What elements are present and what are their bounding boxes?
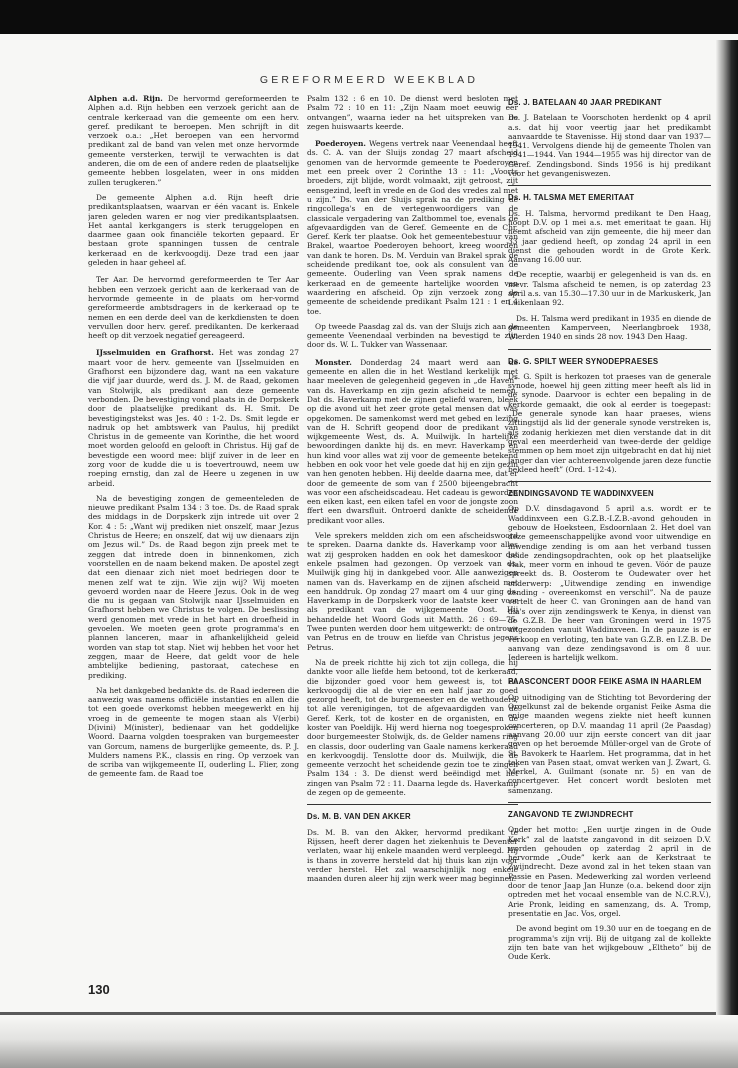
scan-bottom-edge: [0, 1012, 716, 1015]
scan-bottom-shadow: [0, 1016, 738, 1068]
paragraph: De receptie, waarbij er gelegenheid is van ds. en mevr. Talsma afscheid te nemen, is op zaterdag 23 april a.s. van 15.30—17.30 uur in de Markuskerk, Jan Luikenlaan 92.: [508, 270, 711, 308]
paragraph: Psalm 132 : 6 en 10. De dienst werd besloten met Psalm 72 : 10 en 11: „Zijn Naam moet eeuwig eer ontvangen”, waarna ieder na het uitspreken van de zegen huiswaarts keerde.: [307, 94, 518, 131]
paragraph: Na het dankgebed bedankte ds. de Raad iedereen die aanwezig was namens officiële instanties en allen die tot een goede overkomst hebben meegewerkt en hij vroeg in de gemeente te mogen staan als V(erbi) D(ivini) M(inister), bedienaar van het goddelijke Woord. Daarna volgden toespraken van burgemeester van Gorcum, namens de burgerlijke gemeente, ds. P. J. Mulders namens P.K., classis en ring. Op verzoek van de scriba van wijkgemeente II, ouderling L. Flier, zong de gemeente fam. de Raad toe: [88, 685, 299, 779]
section-heading: Ds. M. B. VAN DEN AKKER: [307, 812, 411, 822]
column-3: [508, 94, 711, 964]
section-heading: Ds. H. TALSMA MET EMERITAAT: [508, 193, 635, 203]
paragraph: Op uitnodiging van de Stichting tot Bevordering der Orgelkunst zal de bekende organist Feike Asma die enige maanden wegens ziekte niet heeft kunnen concerteren, op D.V. maandag 11 april (2e Paasdag) aanvang 20.00 uur zijn eerste concert van dit jaar geven op het beroemde Müller-orgel van de Grote of St. Bavokerk te Haarlem. Het programma, dat in het teken van Pasen staat, omvat werken van J. Zwart, G. Merkel, A. Guilmant (sonate nr. 5) en van de concertgever. Het concert wordt besloten met samenzang.: [508, 692, 711, 795]
article-alphen: Alphen a.d. Rijn. De hervormd gereformeerden te Alphen a.d. Rijn hebben een verzoek gericht aan de centrale kerkeraad van die gemeente om een herv. geref. predikant te beroepen. Men schrijft in dit verzoek o.a.: „Het beroepen van een hervormd predikant zal de band van velen met onze hervormde gemeente versterken, terwijl te verwachten is dat anderen, die om de een of andere reden de plaatselijke gemeente hebben losgelaten, weer in ons midden zullen terugkeren.”: [88, 94, 299, 187]
paragraph: Op tweede Paasdag zal ds. van der Sluijs zich aan de gemeente Veenendaal verbinden na bevestigd te zijn door ds. W. L. Tukker van Wassenaar.: [307, 321, 518, 350]
place-heading: Poederoyen.: [315, 139, 366, 149]
divider: [508, 802, 711, 803]
paragraph: Ds. J. Batelaan te Voorschoten herdenkt op 4 april a.s. dat hij voor veertig jaar het predikambt aanvaardde te Stavenisse. Hij stond daar van 1937—1941. Vervolgens diende hij de gemeente Tholen van 1941—1944. Van 1944—1955 was hij director van de Geref. Zendingsbond. Sinds 1956 is hij predikant voor het gevangeniswezen.: [508, 113, 711, 179]
section-heading: Ds. G. SPILT WEER SYNODEPRAESES: [508, 356, 659, 366]
page-binding-shadow: [716, 40, 738, 1015]
paragraph: De gemeente Alphen a.d. Rijn heeft drie predikantsplaatsen, waarvan er één vacant is. Enkele jaren geleden waren er nog vier predikantsplaatsen. Het aantal kerkgangers is sterk teruggelopen en daarmee gaan ook financiële tekorten gepaard. Er bestaan grote spanningen tussen de centrale kerkeraad en de kerkvoogdij. Deze trad een jaar geleden in haar geheel af.: [88, 192, 299, 268]
paragraph: Ds. H. Talsma werd predikant in 1935 en diende de gemeenten Kamperveen, Neerlangbroek 1938, Wierden 1940 en sinds 28 nov. 1943 Den Haag.: [508, 313, 711, 342]
divider: [508, 669, 711, 670]
paragraph: De avond begint om 19.30 uur en de toegang en de programma's zijn vrij. Bij de uitgang zal de kollekte zijn ten bate van het wijkgebouw „Eltheto” bij de Oude Kerk.: [508, 924, 711, 962]
column-2: [307, 94, 518, 964]
section-heading: ZANGAVOND TE ZWIJNDRECHT: [508, 810, 634, 819]
paragraph: Ds. G. Spilt is herkozen tot praeses van de generale synode, hoewel hij geen zitting meer heeft als lid in de synode. Daarvoor is echter een bepaling in de kerkorde gemaakt, die ook al eerder is toegepast: „De generale synode kan haar praeses, wiens zittingstijd als lid der generale synode verstreken is, als zodanig herkiezen met dien verstande dat in dit geval een meerderheid van twee-derde der geldige stemmen op hem moet zijn uitgebracht en dat hij niet langer dan vier achtereenvolgende jaren deze functie bekleed heeft” (Ord. 1-12-4).: [508, 371, 711, 474]
place-heading: Ter Aar.: [96, 275, 129, 285]
paragraph: Ds. M. B. van den Akker, hervormd predikant te Rijssen, heeft derer dagen het ziekenhuis te Deventer verlaten, waar hij enkele maanden werd verpleegd. Hij is thans in zoverre hersteld dat hij thuis kan zijn voor verder herstel. Het zal waarschijnlijk nog enkele maanden duren aleer hij zijn werk weer mag beginnen.: [307, 827, 518, 884]
article-poederoyen: Poederoyen. Wegens vertrek naar Veenendaal heeft ds. C. A. van der Sluijs zondag 27 maart afscheid genomen van de hervormde gemeente te Poederoyen met een preek over 2 Corinthe 13 : 11: „Voorts broeders, zijt blijde, wordt volmaakt, zijt getroost, zijt eensgezind, leeft in vrede en de God des vredes zal met u zijn.” Ds. van der Sluijs sprak na de prediking de ringcollega's en de vertegenwoordigers van de classicale vergadering van Zaltbommel toe, evenals de afgevaardigden van de Geref. Gemeente en de Chr. Geref. Kerk ter plaatse. Ook het gemeentebestuur van Brakel, waartoe Poederoyen behoort, kreeg woorden van dank te horen. Ds. M. Verduin van Brakel sprak de scheidende predikant toe, ook als consulent van de gemeente. Ouderling van Veen sprak namens de kerkeraad en de gemeente hartelijke woorden van waardering en afscheid. Op zijn verzoek zong de gemeente de scheidende predikant Psalm 121 : 1 en 4 toe.: [307, 139, 518, 316]
place-heading: IJsselmuiden en Grafhorst.: [96, 348, 214, 358]
article-monster: Monster. Donderdag 24 maart werd aan de gemeente en allen die in het Westland kerkelijk met haar meeleven de gelegenheid gegeven in „de Haven” van ds. Haverkamp en zijn gezin afscheid te nemen. Dat ds. Haverkamp met de zijnen geliefd waren, bleek op die avond uit het zeer grote getal mensen dat was opgekomen. De samenkomst werd met gebed en lezing van de H. Schrift geopend door de predikant van wijkgemeente West, ds. A. Muilwijk. In hartelijke bewoordingen dankte hij ds. en mevr. Haverkamp en hun kind voor alles wat zij voor de gemeente betekend hebben en ook voor het vele goede dat hij en zijn gezin van hen genoten hebben. Hij deelde daarna mee, dat er door de gemeente de som van f 2500 bijeengebracht was voor een afscheidscadeau. Het cadeau is geworden een eiken kast, een eiken tafel en voor de jongste zoon ffert een dwarsfluit. Ontroerd dankte de scheidende predikant voor alles.: [307, 357, 518, 525]
paragraph: Ds. H. Talsma, hervormd predikant te Den Haag, hoopt D.V. op 1 mei a.s. met emeritaat te gaan. Hij neemt afscheid van zijn gemeente, die hij meer dan 33 jaar gediend heeft, op zondag 24 april in een dienst die gehouden wordt in de Grote Kerk. Aanvang 16.00 uur.: [508, 208, 711, 265]
section-heading: Ds. J. BATELAAN 40 JAAR PREDIKANT: [508, 98, 662, 107]
divider: [307, 804, 518, 805]
place-heading: Alphen a.d. Rijn.: [88, 94, 163, 103]
paragraph: Vele sprekers meldden zich om een afscheidswoord te spreken. Daarna dankte ds. Haverkamp voor alles wat zij gesproken hadden en ook het dameskoor dat enkele psalmen had gezongen. Op verzoek van ds. Muilwijk ging hij in dankgebed voor. Alle aanwezigen namen van ds. Haverkamp en de zijnen afscheid met een handdruk. Op zondag 27 maart om 4 uur ging ds. Haverkamp in de Dorpskerk voor de laatste keer voor als predikant van de wijkgemeente Oost. Hij behandelde het Woord Gods uit Matth. 26 : 69—75. Twee punten werden door hem uitgewerkt: de ontrouw van Petrus en de trouw en liefde van Christus jegens Petrus.: [307, 531, 518, 652]
paragraph: Op D.V. dinsdagavond 5 april a.s. wordt er te Waddinxveen een G.Z.B.-I.Z.B.-avond gehouden in gebouw de Hoeksteen, Esdoornlaan 2. Het doel van deze gemeenschappelijke avond voor uitwendige en inwendige zending is om aan het verband tussen beide zendingsopdrachten, ook op het plaatselijke vlak, meer vorm en inhoud te geven. Vóór de pauze spreekt ds. B. Oosterom te Oudewater over het onderwerp: „Uitwendige zending en inwendige zending - overeenkomst en verschil”. Na de pauze vertelt de heer C. van Groningen aan de hand van dia's over zijn zendingswerk te Kenya, in dienst van de G.Z.B. De heer van Groningen werd in 1975 uitgezonden vanuit Waddinxveen. In de pauze is er verkoop en verloting, ten bate van G.Z.B. en I.Z.B. De aanvang van deze zendingsavond is om 8 uur. Iedereen is hartelijk welkom.: [508, 504, 711, 663]
section-heading: ZENDINGSAVOND TE WADDINXVEEN: [508, 489, 654, 499]
running-header: GEREFORMEERD WEEKBLAD: [259, 74, 479, 86]
article-ijsselmuiden: IJsselmuiden en Grafhorst. Het was zondag 27 maart voor de herv. gemeente van IJsselmuiden en Grafhorst een bijzondere dag, want na een vakature die vijf jaar duurde, werd ds. J. M. de Raad, gekomen van Stolwijk, als predikant aan deze gemeente verbonden. De bevestiging vond plaats in de Dorpskerk door de plaatselijke predikant ds. H. Smit. De bevestigingstekst was Jes. 40 : 1-2. Ds. Smit legde er nadruk op het ambtswerk van Paulus, hij predikt Christus in de gemeente van Korinthe, die het woord moet worden geloofd en gelooft in Christus. Hij gaf de bevestigde een woord mee: blijf zuiver in de leer en zorg voor de kudde die u is toevertrouwd, neem uw roeping ernstig, dan zal de Heere u zegenen in uw arbeid.: [88, 348, 299, 488]
section-heading: PAASCONCERT DOOR FEIKE ASMA IN HAARLEM: [508, 677, 702, 687]
article-ter-aar: Ter Aar. De hervormd gereformeerden te Ter Aar hebben een verzoek gericht aan de kerkeraad van de hervormde gemeente in de plaats om her-vormd gereformeerde ambtsdragers in de kerkeraad op te nemen en een derde deel van de kerkdiensten te doen vervullen door herv. geref. predikanten. De kerkeraad heeft op dit verzoek negatief gereageerd.: [88, 275, 299, 341]
paragraph: Na de preek richtte hij zich tot zijn collega, die hij dankte voor alle liefde hem betoond, tot de kerkeraad, die bijzonder goed voor hem geweest is, tot de kerkvoogdij die al de vier en een half jaar zo goed gezorgd heeft, tot de burgemeester en de wethouders, tot alle verenigingen, tot de afgevaardigden van de Geref. Kerk, tot de koster en de organisten, en de koster van Poeldijk. Hij werd hierna nog toegesproken door burgemeester Stolwijk, ds. de Gelder namens ring en classis, door ouderling van Gaale namens kerkeraad en kerkvoogdij. Tenslotte door ds. Muilwijk, die de gemeente verzocht het scheidende gezin toe te zingen Psalm 134 : 3. De dienst werd beëindigd met het zingen van Psalm 72 : 11. Daarna legde ds. Haverkamp de zegen op de gemeente.: [307, 657, 518, 798]
paragraph: Na de bevestiging zongen de gemeenteleden de nieuwe predikant Psalm 134 : 3 toe. Ds. de Raad sprak des middags in de Dorpskerk zijn intrede uit over 2 Kor. 4 : 5: „Want wij prediken niet onszelf, maar Jezus Christus de Heere; en onszelf, dat wij uw dienaars zijn om Jezus wil.” Ds. de Raad begon zijn preek met te zeggen dat intrede doen in binnenkomen, zich voorstellen en de naam bekend maken. De apostel zegt dat een dienaar zich niet moet bedriegen door te menen zelf wat te zijn. Wie zijn wij? Wij moeten gevoerd worden naar de Heere Jezus. Ook in de weg die nu is gegaan van Stolwijk naar IJsselmuiden en Grafhorst hebben we Christus te volgen. De beslissing werd genomen met vrede in het hart en droefheid in gevoelen. We moeten geen grote programma's en plannen lanceren, maar in afhankelijkheid geleid worden van stap tot stap. Niet wij hebben het voor het zeggen, maar de Heere, dat geldt voor de hele ambtelijke bediening, pastoraat, catechese en prediking.: [88, 493, 299, 680]
paragraph: Onder het motto: „Een uurtje zingen in de Oude Kerk” zal de laatste zangavond in dit seizoen D.V. worden gehouden op zaterdag 2 april in de hervormde „Oude” kerk aan de Kerkstraat te Zwijndrecht. Deze avond zal in het teken staan van Passie en Pasen. Medewerking zal worden verleend door de tenor Jaap Jan Hunze (o.a. bekend door zijn optreden met het vocaal ensemble van de N.C.R.V.), Arie Pronk, leiding en samenzang, ds. A. Tromp, presentatie en Jac. Vos, orgel.: [508, 825, 711, 918]
page-number: 130: [88, 982, 110, 997]
place-heading: Monster.: [315, 357, 352, 367]
divider: [508, 349, 711, 350]
divider: [508, 185, 711, 186]
column-1: [88, 94, 299, 964]
scan-top-border: [0, 0, 738, 34]
divider: [508, 481, 711, 482]
